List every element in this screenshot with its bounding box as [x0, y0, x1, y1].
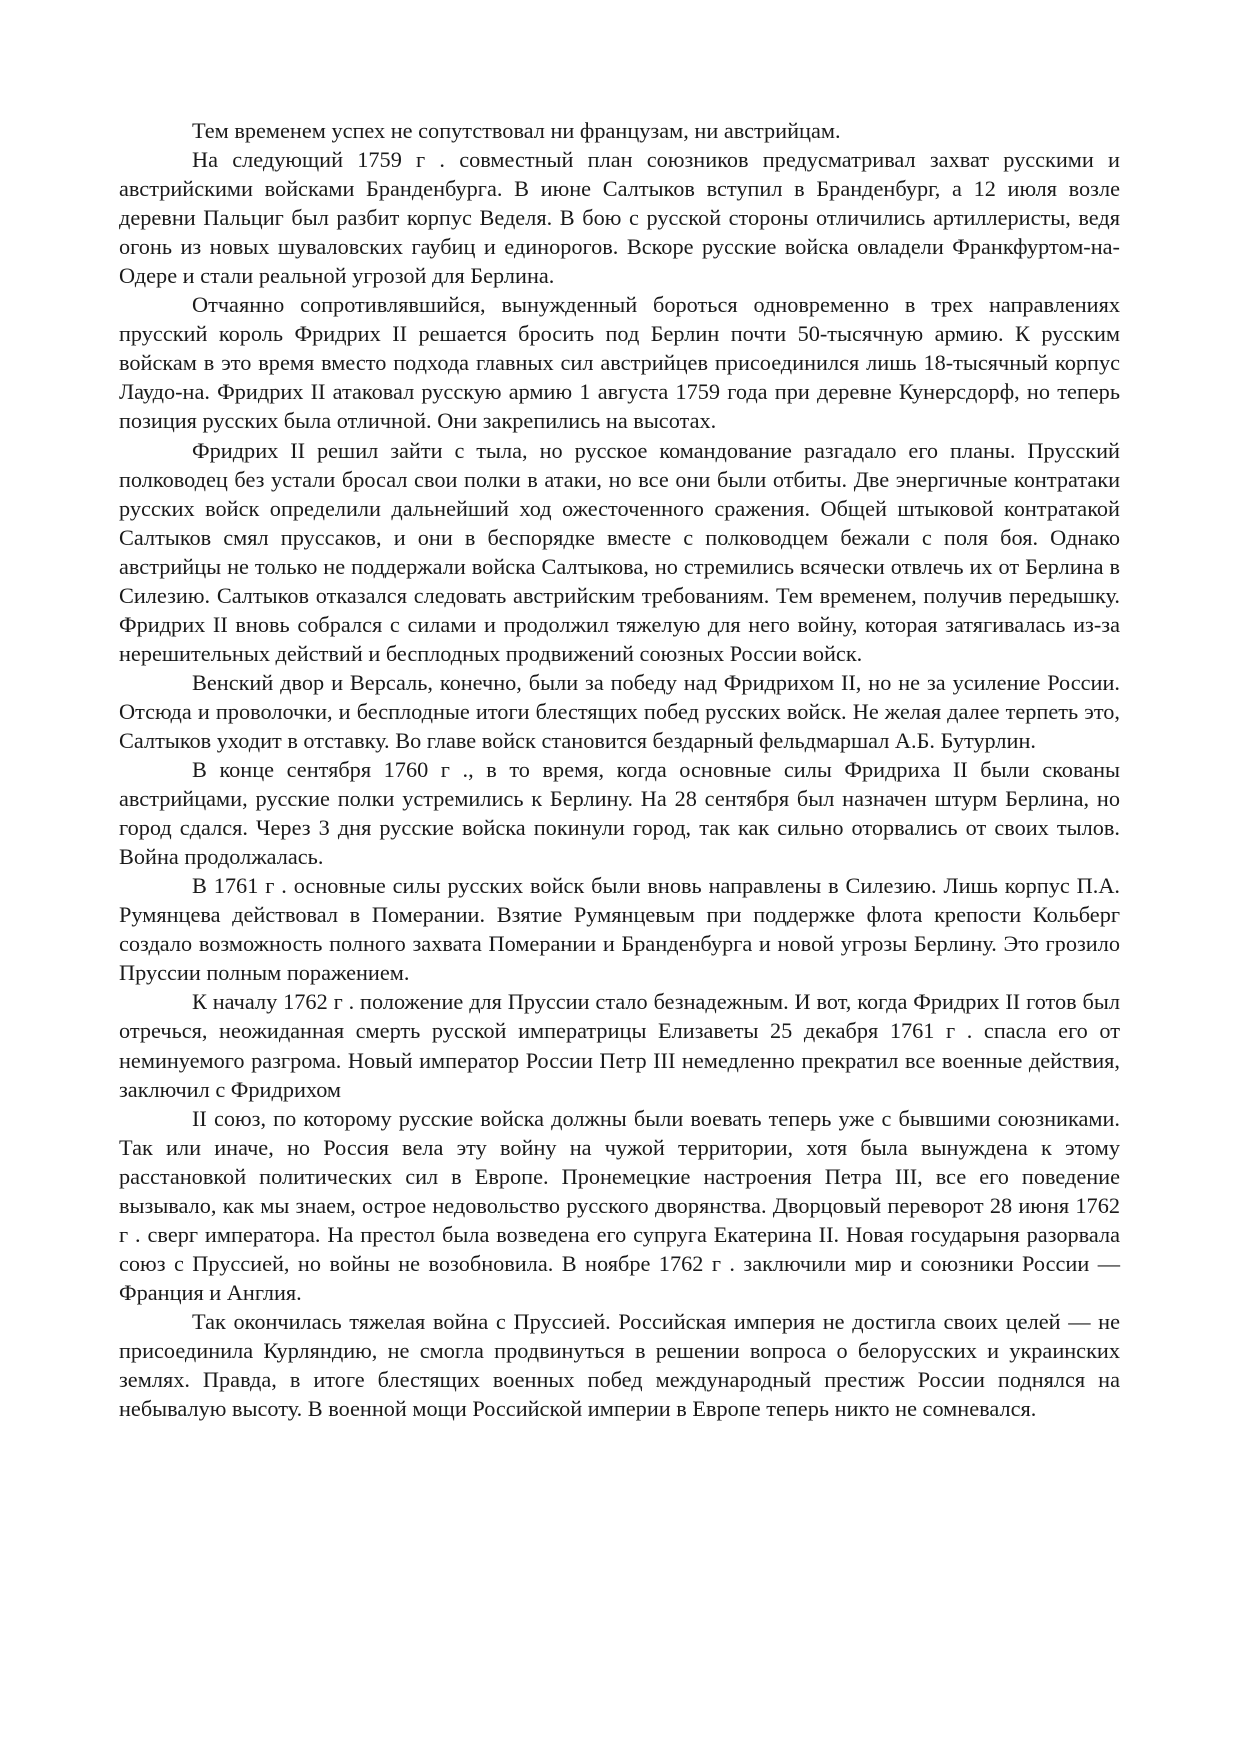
paragraph-1: Тем временем успех не сопутствовал ни французам, ни австрийцам.: [192, 118, 841, 143]
document-page: [119, 116, 1120, 1423]
paragraph-2: На следующий 1759 г . совместный план союзников предусматривал захват русскими и австрийскими войсками Бранденбурга. В июне Салтыков вступил в Бранденбург, а 12 июля возле деревни Пальциг был разбит корпус Веделя. В бою с русской стороны отличились артиллеристы, ведя огонь из новых шуваловских гаубиц и единорогов. Вскоре русские войска овладели Франкфуртом-на-Одере и стали реальной угрозой для Берлина.: [119, 147, 1120, 289]
paragraph-5: Венский двор и Версаль, конечно, были за победу над Фридрихом II, но не за усиление России. Отсюда и проволочки, и бесплодные итоги блестящих побед русских войск. Не желая далее терпеть это, Салтыков уходит в отставку. Во главе войск становится бездарный фельдмаршал А.Б. Бутурлин.: [119, 669, 1120, 753]
paragraph-7: В 1761 г . основные силы русских войск были вновь направлены в Силезию. Лишь корпус П.А. Румянцева действовал в Померании. Взятие Румянцевым при поддержке флота крепости Кольберг создало возможность полного захвата Померании и Бранденбурга и новой угрозы Берлину. Это грозило Пруссии полным поражением.: [119, 873, 1120, 986]
paragraph-3: Отчаянно сопротивлявшийся, вынужденный бороться одновременно в трех направлениях прусский король Фридрих II решается бросить под Берлин почти 50-тысячную армию. К русским войскам в это время вместо подхода главных сил австрийцев присоединился лишь 18-тысячный корпус Лаудо-на. Фридрих II атаковал русскую армию 1 августа 1759 года при деревне Кунерсдорф, но теперь позиция русских была отличной. Они закрепились на высотах.: [119, 292, 1120, 434]
paragraph-9: II союз, по которому русские войска должны были воевать теперь уже с бывшими союзниками. Так или иначе, но Россия вела эту войну на чужой территории, хотя была вынуждена к этому расстановкой политических сил в Европе. Пронемецкие настроения Петра III, все его поведение вызывало, как мы знаем, острое недовольство русского дворянства. Дворцовый переворот 28 июня 1762 г . сверг императора. На престол была возведена его супруга Екатерина II. Новая государыня разорвала союз с Пруссией, но войны не возобновила. В ноябре 1762 г . заключили мир и союзники России — Франция и Англия.: [119, 1105, 1120, 1305]
paragraph-8: К началу 1762 г . положение для Пруссии стало безнадежным. И вот, когда Фридрих II готов был отречься, неожиданная смерть русской императрицы Елизаветы 25 декабря 1761 г . спасла его от неминуемого разгрома. Новый император России Петр III немедленно прекратил все военные действия, заключил с Фридрихом: [119, 989, 1120, 1102]
paragraph-10: Так окончилась тяжелая война с Пруссией. Российская империя не достигла своих целей — не присоединила Курляндию, не смогла продвинуться в решении вопроса о белорусских и украинских землях. Правда, в итоге блестящих военных побед международный престиж России поднялся на небывалую высоту. В военной мощи Российской империи в Европе теперь никто не сомневался.: [119, 1308, 1120, 1422]
paragraph-6: В конце сентября 1760 г ., в то время, когда основные силы Фридриха II были скованы австрийцами, русские полки устремились к Берлину. На 28 сентября был назначен штурм Берлина, но город сдался. Через 3 дня русские войска покинули город, так как сильно оторвались от своих тылов. Война продолжалась.: [119, 757, 1120, 870]
paragraph-4: Фридрих II решил зайти с тыла, но русское командование разгадало его планы. Прусский полководец без устали бросал свои полки в атаки, но все они были отбиты. Две энергичные контратаки русских войск определили дальнейший ход ожесточенного сражения. Общей штыковой контратакой Салтыков смял пруссаков, и они в беспорядке вместе с полководцем бежали с поля боя. Однако австрийцы не только не поддержали войска Салтыкова, но стремились всячески отвлечь их от Берлина в Силезию. Салтыков отказался следовать австрийским требованиям. Тем временем, получив передышку. Фридрих II вновь собрался с силами и продолжил тяжелую для него войну, которая затягивалась из-за нерешительных действий и бесплодных продвижений союзных России войск.: [119, 437, 1120, 666]
